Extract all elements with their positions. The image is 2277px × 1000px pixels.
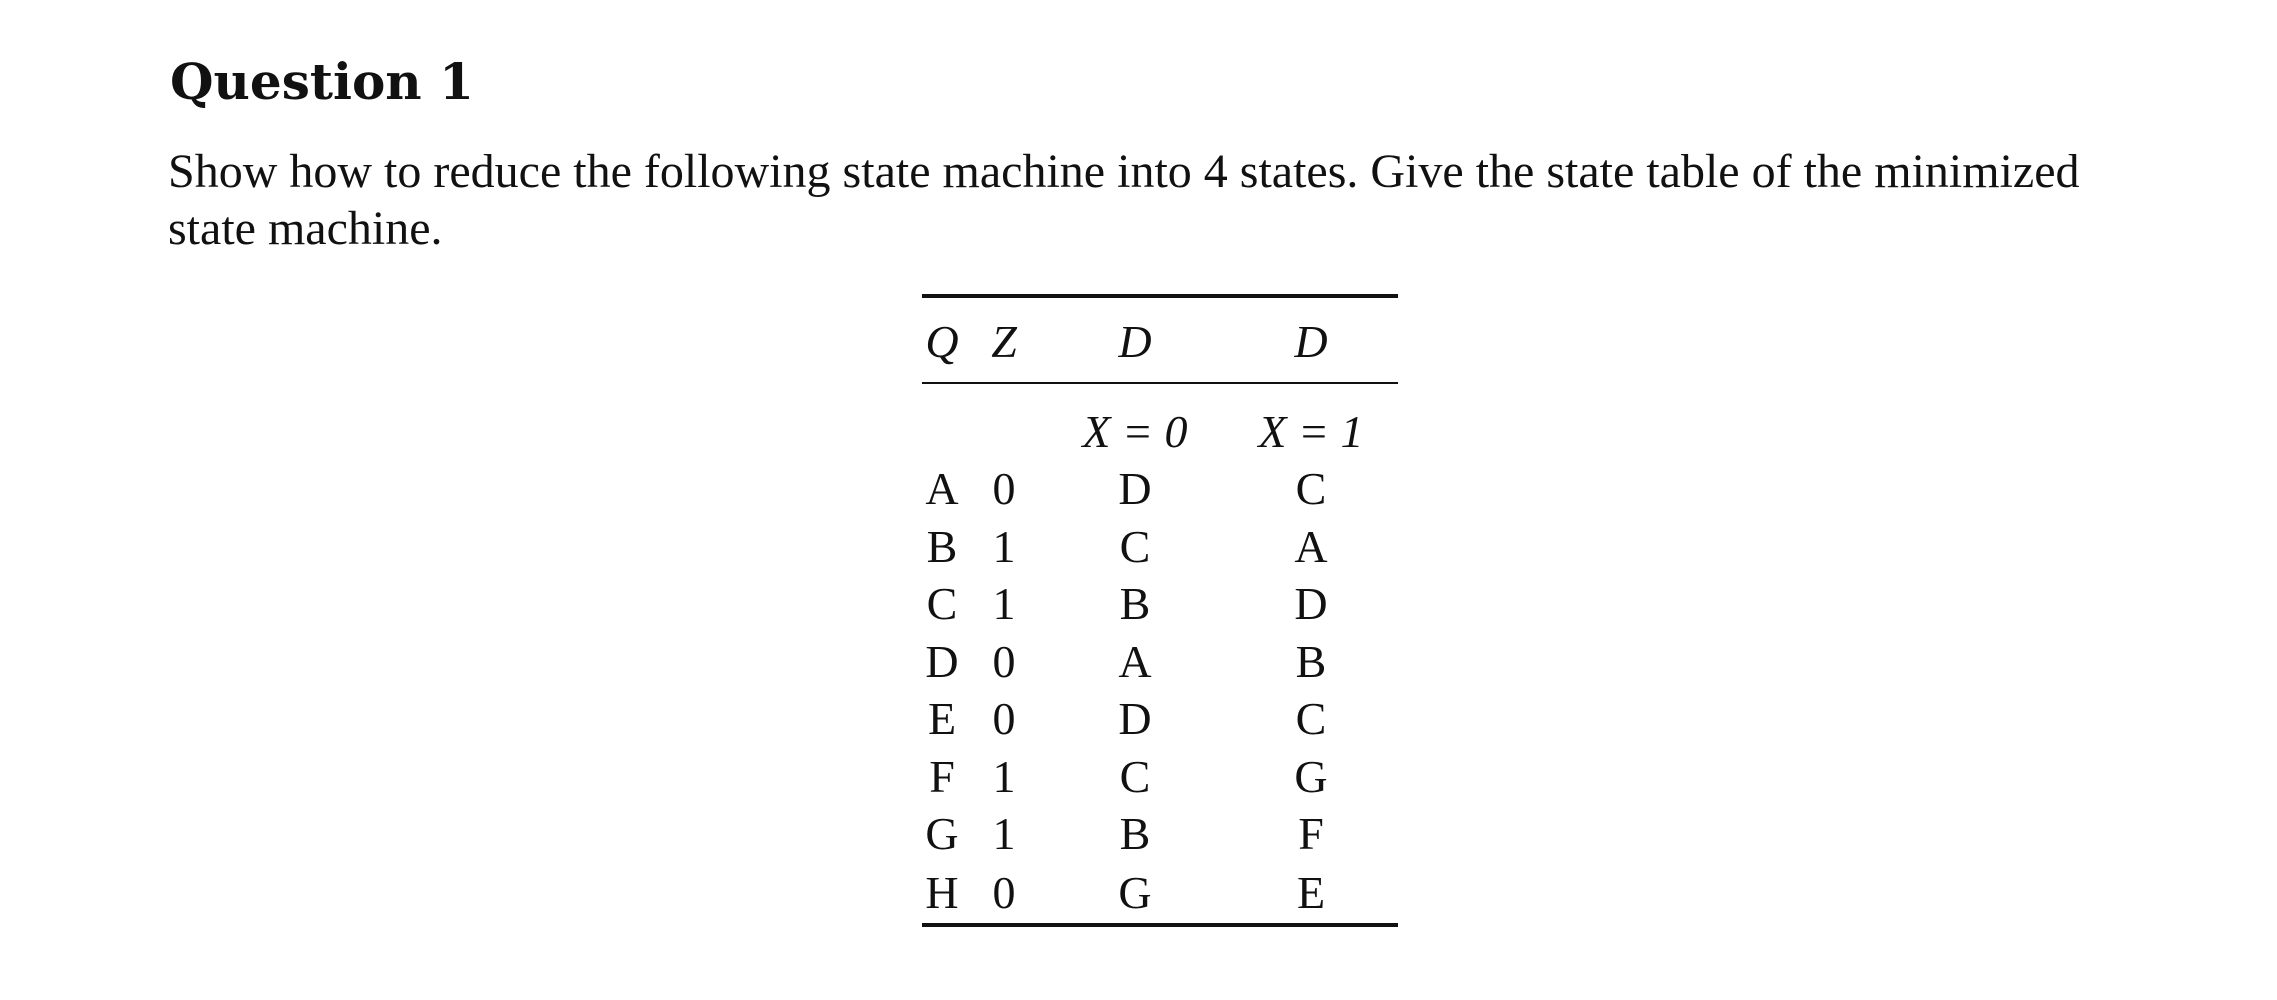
- next-state-x0-cell: B: [1119, 578, 1151, 630]
- next-state-x0-cell: B: [1119, 808, 1151, 860]
- output-cell: 1: [992, 578, 1016, 630]
- state-cell: F: [929, 750, 955, 802]
- next-state-x0-cell: D: [1118, 463, 1152, 515]
- state-cell: H: [922, 863, 962, 925]
- state-cell: C: [926, 578, 958, 630]
- next-state-x0-cell: A: [1118, 635, 1152, 687]
- output-cell: 0: [962, 863, 1046, 925]
- table-row: [922, 690, 1398, 748]
- next-state-x0-cell: G: [1046, 863, 1224, 925]
- output-cell: 0: [992, 635, 1016, 687]
- table-input-row: [922, 383, 1398, 460]
- output-cell: 1: [992, 750, 1016, 802]
- next-state-x0-cell: C: [1119, 750, 1151, 802]
- output-cell: 0: [992, 463, 1016, 515]
- next-state-x1-cell: C: [1295, 463, 1327, 515]
- next-state-x1-cell: F: [1298, 808, 1324, 860]
- state-table: [922, 294, 1398, 927]
- next-state-x1-cell: B: [1295, 635, 1327, 687]
- table-row: [922, 633, 1398, 691]
- input-label-blank-z: [962, 383, 1046, 460]
- column-header-d-x1: D: [1224, 300, 1398, 383]
- table-row: [922, 748, 1398, 806]
- table-header-row: [922, 300, 1398, 383]
- column-header-z: Z: [962, 300, 1046, 383]
- column-header-d-x0: D: [1046, 300, 1224, 383]
- input-label-blank-q: [922, 383, 962, 460]
- input-label-x1: X = 1: [1258, 406, 1364, 457]
- state-table-container: [922, 294, 1398, 927]
- table-row: [922, 863, 1398, 925]
- output-cell: 1: [992, 808, 1016, 860]
- next-state-x0-cell: D: [1118, 693, 1152, 745]
- next-state-x1-cell: A: [1294, 520, 1328, 572]
- state-cell: G: [925, 808, 959, 860]
- table-row: [922, 575, 1398, 633]
- next-state-x0-cell: C: [1119, 520, 1151, 572]
- next-state-x1-cell: G: [1294, 750, 1328, 802]
- state-cell: B: [926, 520, 958, 572]
- state-cell: A: [925, 463, 959, 515]
- table-row: [922, 518, 1398, 576]
- output-cell: 1: [992, 520, 1016, 572]
- output-cell: 0: [992, 693, 1016, 745]
- state-cell: E: [927, 693, 957, 745]
- table-row: [922, 805, 1398, 863]
- next-state-x1-cell: C: [1295, 693, 1327, 745]
- table-row: [922, 460, 1398, 518]
- question-prompt: Show how to reduce the following state machine into 4 states. Give the state table of the minimized state machine.: [168, 145, 2080, 255]
- state-cell: D: [925, 635, 959, 687]
- next-state-x1-cell: D: [1294, 578, 1328, 630]
- question-heading: Question 1: [170, 52, 474, 111]
- input-label-x0: X = 0: [1082, 406, 1188, 457]
- next-state-x1-cell: E: [1224, 863, 1398, 925]
- column-header-q: Q: [922, 300, 962, 383]
